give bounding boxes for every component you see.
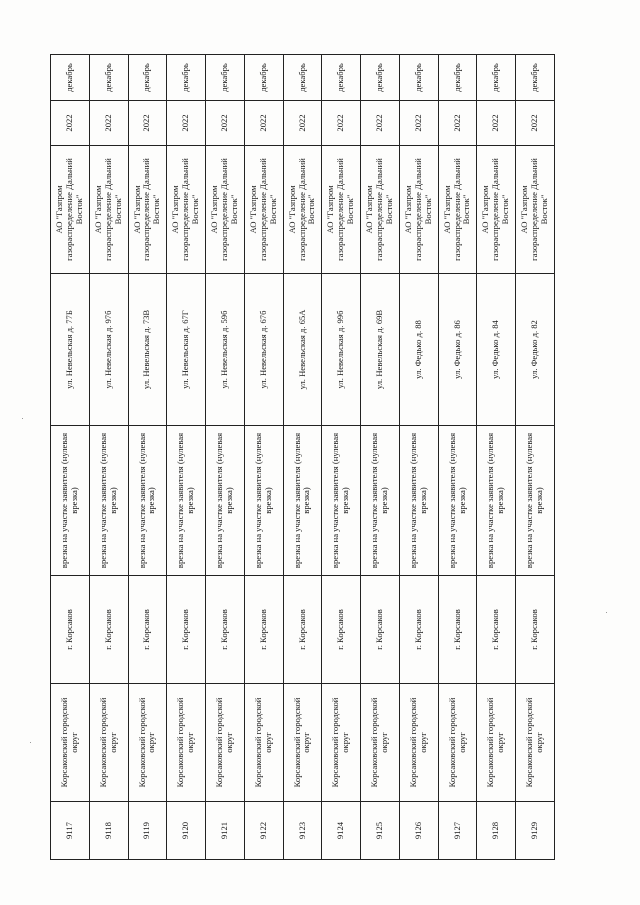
address-cell: ул. Федько д. 82: [516, 274, 555, 426]
row-number-cell: 9119: [128, 802, 167, 860]
organization-cell: АО "Газпром газораспределение Дальний Восток": [51, 146, 90, 274]
work-type-cell: врезка на участке заявителя (нулевая врезка): [89, 426, 128, 576]
address-cell: ул. Федько д. 84: [477, 274, 516, 426]
organization-cell: АО "Газпром газораспределение Дальний Восток": [167, 146, 206, 274]
work-type-cell: врезка на участке заявителя (нулевая врезка): [438, 426, 477, 576]
table-row: [283, 55, 322, 860]
district-cell: Корсаковский городской округ: [89, 684, 128, 802]
organization-cell: АО "Газпром газораспределение Дальний Восток": [322, 146, 361, 274]
organization-cell: АО "Газпром газораспределение Дальний Восток": [438, 146, 477, 274]
district-cell: Корсаковский городской округ: [167, 684, 206, 802]
organization-cell: АО "Газпром газораспределение Дальний Восток": [283, 146, 322, 274]
year-cell: 2022: [516, 101, 555, 146]
year-cell: 2022: [283, 101, 322, 146]
rotated-table-wrapper: [50, 55, 555, 860]
row-number-cell: 9127: [438, 802, 477, 860]
scan-speck: [22, 418, 23, 419]
work-type-cell: врезка на участке заявителя (нулевая врезка): [322, 426, 361, 576]
month-cell: декабрь: [128, 55, 167, 101]
district-cell: Корсаковский городской округ: [361, 684, 400, 802]
table-row: [128, 55, 167, 860]
month-cell: декабрь: [89, 55, 128, 101]
month-cell: декабрь: [206, 55, 245, 101]
table-row: [167, 55, 206, 860]
district-cell: Корсаковский городской округ: [283, 684, 322, 802]
row-number-cell: 9122: [244, 802, 283, 860]
city-cell: г. Корсаков: [477, 576, 516, 684]
month-cell: декабрь: [361, 55, 400, 101]
city-cell: г. Корсаков: [244, 576, 283, 684]
row-number-cell: 9126: [399, 802, 438, 860]
city-cell: г. Корсаков: [128, 576, 167, 684]
address-cell: ул. Невельская д. 73В: [128, 274, 167, 426]
address-cell: ул. Невельская д. 77Б: [51, 274, 90, 426]
district-cell: Корсаковский городской округ: [438, 684, 477, 802]
row-number-cell: 9121: [206, 802, 245, 860]
year-cell: 2022: [361, 101, 400, 146]
month-cell: декабрь: [477, 55, 516, 101]
city-cell: г. Корсаков: [167, 576, 206, 684]
city-cell: г. Корсаков: [438, 576, 477, 684]
year-cell: 2022: [244, 101, 283, 146]
work-type-cell: врезка на участке заявителя (нулевая врезка): [477, 426, 516, 576]
work-type-cell: врезка на участке заявителя (нулевая врезка): [128, 426, 167, 576]
work-type-cell: врезка на участке заявителя (нулевая врезка): [206, 426, 245, 576]
district-cell: Корсаковский городской округ: [516, 684, 555, 802]
table-row: [438, 55, 477, 860]
work-type-cell: врезка на участке заявителя (нулевая врезка): [399, 426, 438, 576]
table-row: [89, 55, 128, 860]
row-number-cell: 9129: [516, 802, 555, 860]
district-cell: Корсаковский городской округ: [399, 684, 438, 802]
table-row: [477, 55, 516, 860]
table-row: [516, 55, 555, 860]
city-cell: г. Корсаков: [206, 576, 245, 684]
district-cell: Корсаковский городской округ: [128, 684, 167, 802]
work-type-cell: врезка на участке заявителя (нулевая врезка): [51, 426, 90, 576]
organization-cell: АО "Газпром газораспределение Дальний Восток": [516, 146, 555, 274]
organization-cell: АО "Газпром газораспределение Дальний Восток": [128, 146, 167, 274]
month-cell: декабрь: [399, 55, 438, 101]
district-cell: Корсаковский городской округ: [244, 684, 283, 802]
organization-cell: АО "Газпром газораспределение Дальний Восток": [244, 146, 283, 274]
month-cell: декабрь: [516, 55, 555, 101]
work-type-cell: врезка на участке заявителя (нулевая врезка): [167, 426, 206, 576]
address-cell: ул. Федько д. 88: [399, 274, 438, 426]
row-number-cell: 9125: [361, 802, 400, 860]
organization-cell: АО "Газпром газораспределение Дальний Восток": [361, 146, 400, 274]
row-number-cell: 9120: [167, 802, 206, 860]
row-number-cell: 9123: [283, 802, 322, 860]
city-cell: г. Корсаков: [322, 576, 361, 684]
year-cell: 2022: [89, 101, 128, 146]
city-cell: г. Корсаков: [516, 576, 555, 684]
organization-cell: АО "Газпром газораспределение Дальний Восток": [477, 146, 516, 274]
year-cell: 2022: [51, 101, 90, 146]
district-cell: Корсаковский городской округ: [322, 684, 361, 802]
city-cell: г. Корсаков: [51, 576, 90, 684]
address-cell: ул. Невельская д. 99б: [322, 274, 361, 426]
city-cell: г. Корсаков: [283, 576, 322, 684]
table-row: [244, 55, 283, 860]
year-cell: 2022: [167, 101, 206, 146]
scan-speck: [606, 612, 607, 613]
month-cell: декабрь: [283, 55, 322, 101]
address-cell: ул. Федько д. 86: [438, 274, 477, 426]
row-number-cell: 9124: [322, 802, 361, 860]
district-cell: Корсаковский городской округ: [206, 684, 245, 802]
year-cell: 2022: [128, 101, 167, 146]
district-cell: Корсаковский городской округ: [51, 684, 90, 802]
address-cell: ул. Невельская д. 69В: [361, 274, 400, 426]
address-cell: ул. Невельская д. 67Г: [167, 274, 206, 426]
district-cell: Корсаковский городской округ: [477, 684, 516, 802]
work-type-cell: врезка на участке заявителя (нулевая врезка): [283, 426, 322, 576]
table-row: [206, 55, 245, 860]
work-type-cell: врезка на участке заявителя (нулевая врезка): [244, 426, 283, 576]
address-cell: ул. Невельская д. 59б: [206, 274, 245, 426]
row-number-cell: 9118: [89, 802, 128, 860]
address-cell: ул. Невельская д. 65А: [283, 274, 322, 426]
table-row: [361, 55, 400, 860]
city-cell: г. Корсаков: [361, 576, 400, 684]
organization-cell: АО "Газпром газораспределение Дальний Восток": [89, 146, 128, 274]
year-cell: 2022: [477, 101, 516, 146]
month-cell: декабрь: [51, 55, 90, 101]
month-cell: декабрь: [167, 55, 206, 101]
gas-connection-registry-table: [50, 54, 555, 860]
organization-cell: АО "Газпром газораспределение Дальний Восток": [206, 146, 245, 274]
table-row: [399, 55, 438, 860]
city-cell: г. Корсаков: [89, 576, 128, 684]
address-cell: ул. Невельская д. 67б: [244, 274, 283, 426]
month-cell: декабрь: [438, 55, 477, 101]
row-number-cell: 9117: [51, 802, 90, 860]
month-cell: декабрь: [244, 55, 283, 101]
organization-cell: АО "Газпром газораспределение Дальний Восток": [399, 146, 438, 274]
year-cell: 2022: [438, 101, 477, 146]
registry-table-body: [51, 55, 555, 860]
month-cell: декабрь: [322, 55, 361, 101]
table-row: [51, 55, 90, 860]
city-cell: г. Корсаков: [399, 576, 438, 684]
scan-speck: [30, 742, 31, 743]
work-type-cell: врезка на участке заявителя (нулевая врезка): [361, 426, 400, 576]
year-cell: 2022: [206, 101, 245, 146]
table-row: [322, 55, 361, 860]
row-number-cell: 9128: [477, 802, 516, 860]
address-cell: ул. Невельская д. 97б: [89, 274, 128, 426]
work-type-cell: врезка на участке заявителя (нулевая врезка): [516, 426, 555, 576]
year-cell: 2022: [322, 101, 361, 146]
year-cell: 2022: [399, 101, 438, 146]
